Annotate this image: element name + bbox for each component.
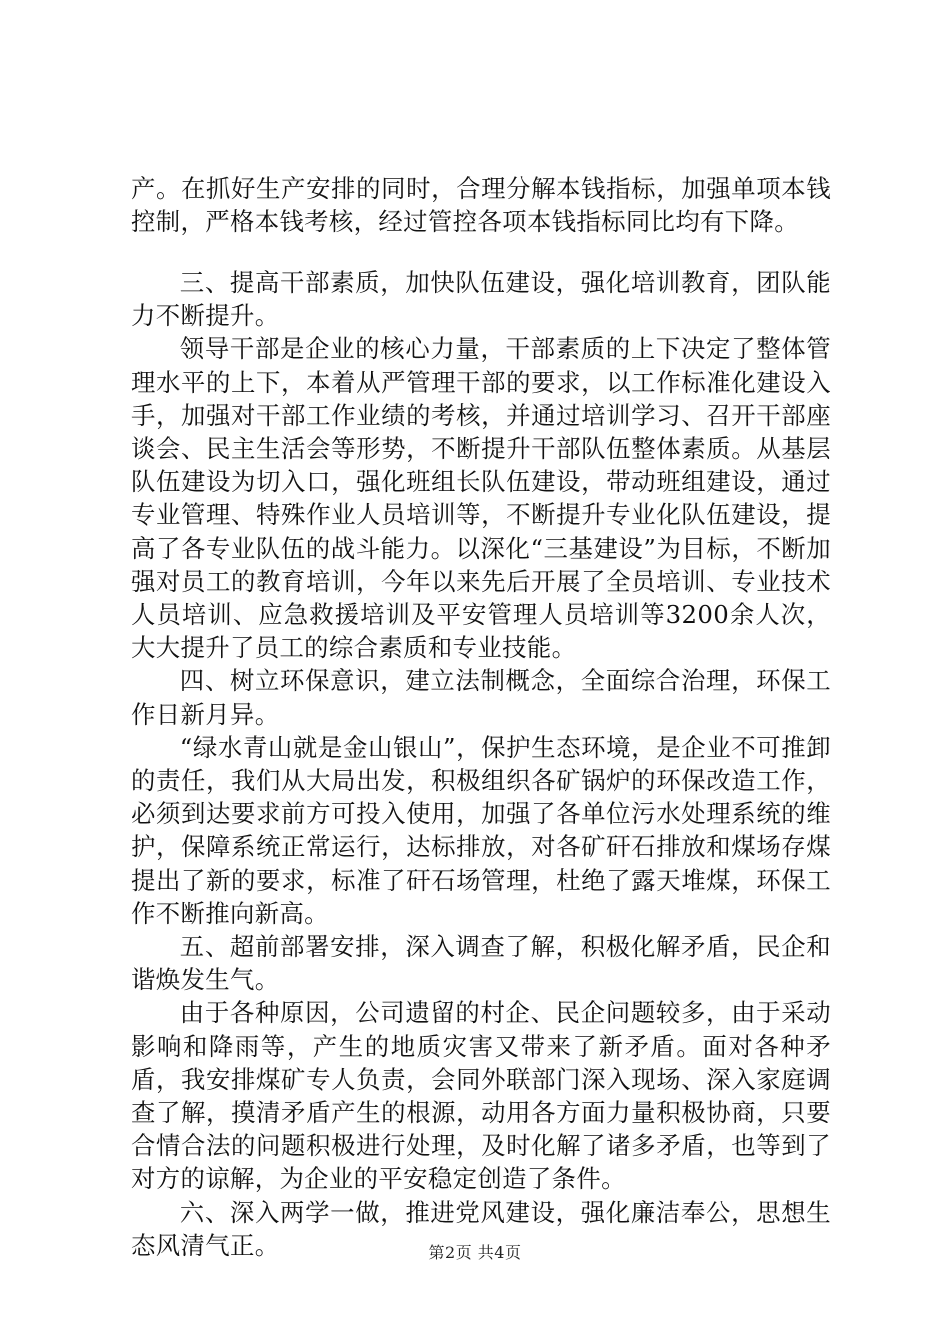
- heading-section-6: 六、深入两学一做，推进党风建设，强化廉洁奉公，思想生态风清气正。: [131, 1197, 831, 1260]
- continuation-block: [131, 172, 831, 238]
- heading-section-3: 三、提高干部素质，加快队伍建设，强化培训教育，团队能力不断提升。: [131, 268, 831, 331]
- paragraph-section-5: 由于各种原因，公司遗留的村企、民企问题较多，由于采动影响和降雨等，产生的地质灾害又带来了新矛盾。面对各种矛盾，我安排煤矿专人负责，会同外联部门深入现场、深入家庭调查了解，摸清矛盾产生的根源，动用各方面力量积极协商，只要合情合法的问题积极进行处理，及时化解了诸多矛盾，也等到了对方的谅解，为企业的平安稳定创造了条件。: [131, 998, 831, 1194]
- heading-section-5: 五、超前部署安排，深入调查了解，积极化解矛盾，民企和谐焕发生气。: [131, 932, 831, 995]
- paragraph-section-4: “绿水青山就是金山银山”，保护生态环境，是企业不可推卸的责任，我们从大局出发，积极组织各矿锅炉的环保改造工作，必须到达要求前方可投入使用，加强了各单位污水处理系统的维护，保障系统正常运行，达标排放，对各矿矸石排放和煤场存煤提出了新的要求，标准了矸石场管理，杜绝了露天堆煤，环保工作不断推向新高。: [131, 732, 831, 928]
- page-number-footer: 第2页 共4页: [428, 1243, 522, 1262]
- heading-section-4: 四、树立环保意识，建立法制概念，全面综合治理，环保工作日新月异。: [131, 666, 831, 729]
- continuation-paragraph: 产。在抓好生产安排的同时，合理分解本钱指标，加强单项本钱控制，严格本钱考核，经过管控各项本钱指标同比均有下降。: [131, 174, 831, 237]
- body-text: [131, 266, 831, 1262]
- paragraph-section-3: 领导干部是企业的核心力量，干部素质的上下决定了整体管理水平的上下，本着从严管理干部的要求，以工作标准化建设入手，加强对干部工作业绩的考核，并通过培训学习、召开干部座谈会、民主生活会等形势，不断提升干部队伍整体素质。从基层队伍建设为切入口，强化班组长队伍建设，带动班组建设，通过专业管理、特殊作业人员培训等，不断提升专业化队伍建设，提高了各专业队伍的战斗能力。以深化“三基建设”为目标，不断加强对员工的教育培训，今年以来先后开展了全员培训、专业技术人员培训、应急救援培训及平安管理人员培训等3200余人次，大大提升了员工的综合素质和专业技能。: [131, 334, 831, 663]
